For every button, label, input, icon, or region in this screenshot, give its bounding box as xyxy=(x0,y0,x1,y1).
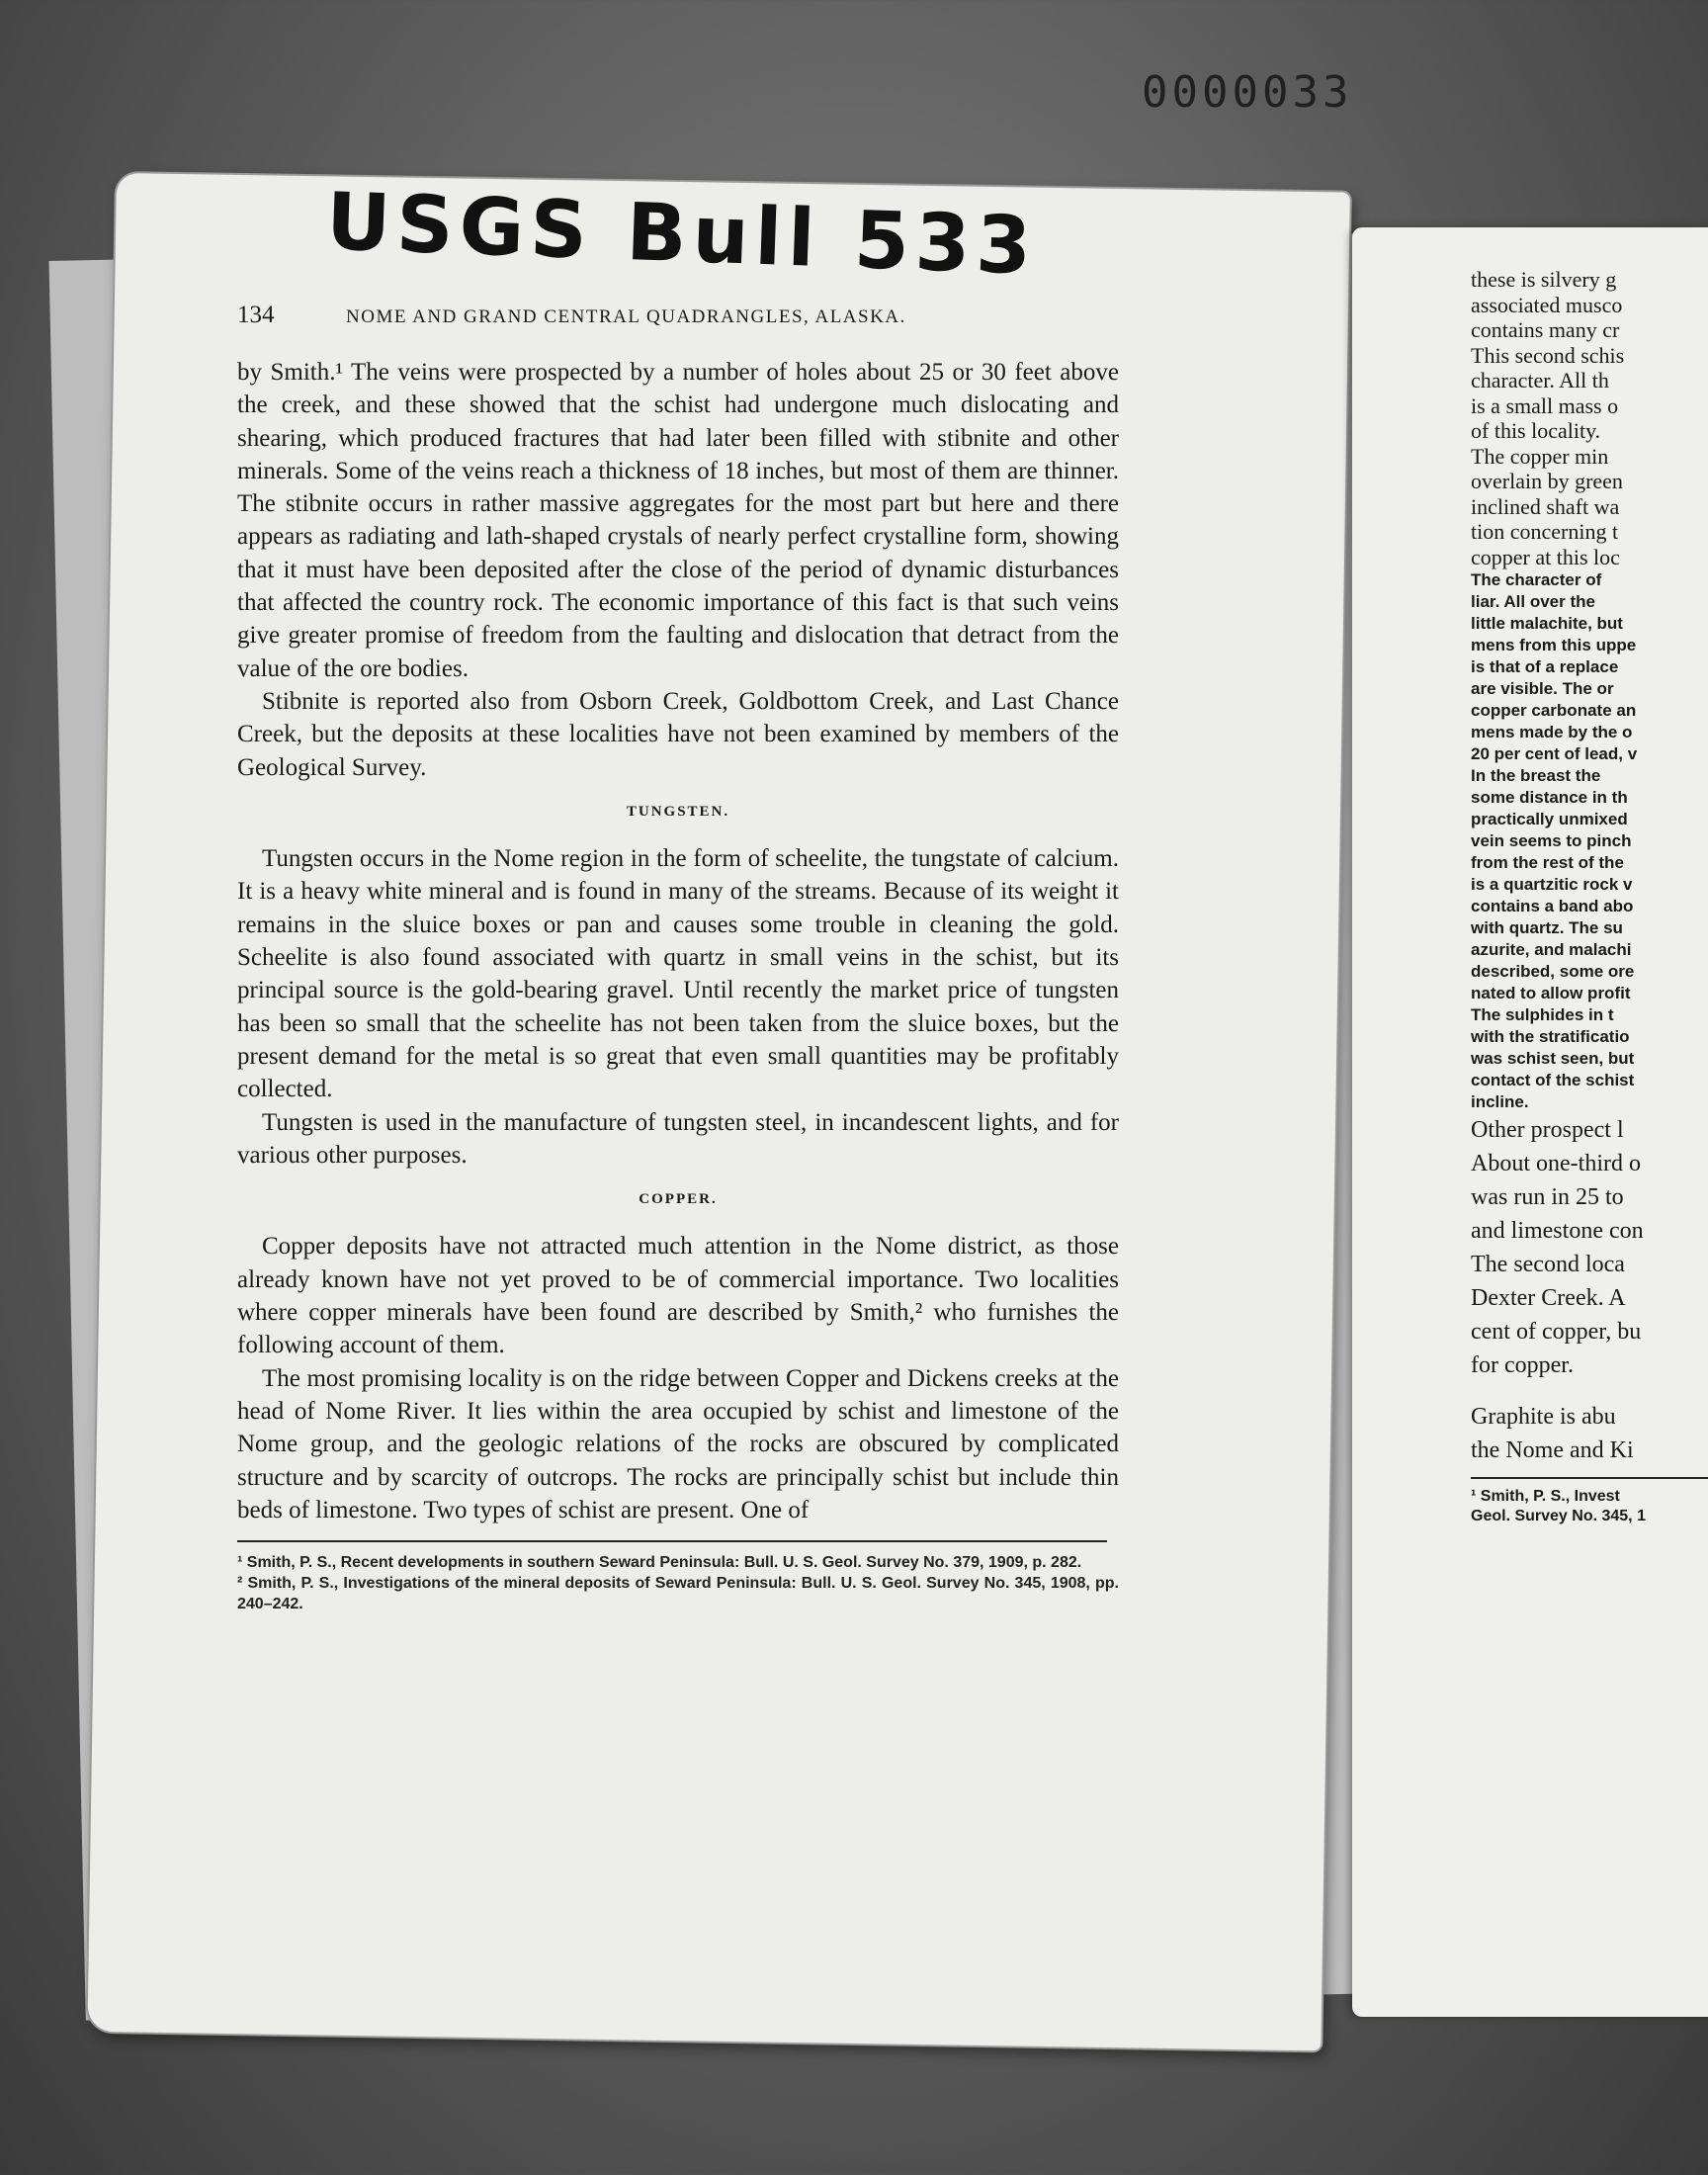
paragraph: Stibnite is reported also from Osborn Creek, Goldbottom Creek, and Last Chance Creek, but the deposits at these localities have not been examined by members of the Geological Survey. xyxy=(237,687,1119,781)
text-line: these is silvery g xyxy=(1471,267,1617,292)
text-line: with the stratificatio xyxy=(1471,1027,1630,1046)
text-line: The sulphides in t xyxy=(1471,1005,1614,1024)
paragraph: Tungsten is used in the manufacture of tungsten steel, in incandescent lights, and for various other purposes. xyxy=(237,1108,1119,1169)
paragraph: by Smith.¹ The veins were prospected by a number of holes about 25 or 30 feet above the creek, and these showed that the schist had undergone much dislocating and shearing, which produced fractures that had later been filled with stibnite and other minerals. Some of the veins reach a thickness of 18 inches, but most of them are thinner. The stibnite occurs in rather massive aggregates for the most part but here and there appears as radiating and lath-shaped crystals of nearly perfect crystalline form, showing that it must have been deposited after the close of the period of dynamic disturbances that affected the country rock. The economic importance of this fact is that such veins give greater promise of freedom from the faulting and dislocation that detract from the value of the ore bodies. xyxy=(237,359,1119,682)
footnote-rule xyxy=(1471,1477,1708,1479)
text-line: incline. xyxy=(1471,1092,1529,1111)
text-line: and limestone con xyxy=(1471,1218,1644,1244)
paragraph: Copper deposits have not attracted much attention in the Nome district, as those already known have not yet proved to be of commercial importance. Two localities where copper minerals have been found are described by Smith,² who furnishes the following account of them. xyxy=(237,1233,1119,1359)
right-block-2 xyxy=(1471,569,1708,1113)
text-line: are visible. The or xyxy=(1471,679,1614,698)
text-line: The copper min xyxy=(1471,443,1609,469)
text-line: mens from this uppe xyxy=(1471,636,1637,654)
text-line: is a small mass o xyxy=(1471,392,1619,418)
text-line: inclined shaft wa xyxy=(1471,493,1620,519)
section-heading-copper: COPPER. xyxy=(639,1191,718,1208)
right-block-4 xyxy=(1471,1400,1708,1467)
text-line: nated to allow profit xyxy=(1471,984,1631,1002)
text-line: the Nome and Ki xyxy=(1471,1437,1634,1463)
text-line: cent of copper, bu xyxy=(1471,1319,1642,1345)
section-heading-tungsten: TUNGSTEN. xyxy=(626,803,730,820)
right-block-3 xyxy=(1471,1113,1708,1382)
text-line: character. All th xyxy=(1471,368,1609,392)
running-head: NOME AND GRAND CENTRAL QUADRANGLES, ALASKA. xyxy=(346,306,906,327)
text-line: Other prospect l xyxy=(1471,1117,1624,1143)
paragraph: The most promising locality is on the ridge between Copper and Dickens creeks at the head of Nome River. It lies within the area occupied by schist and limestone of the Nome group, and the geologic relations of the rocks are obscured by complicated structure and by scarcity of outcrops. The rocks are principally schist but include thin beds of limestone. Two types of schist are present. One of xyxy=(237,1364,1119,1523)
page-header xyxy=(237,302,1127,329)
text-line: was run in 25 to xyxy=(1471,1184,1624,1210)
text-line: is that of a replace xyxy=(1471,657,1619,676)
text-line: with quartz. The su xyxy=(1471,918,1623,937)
text-line: for copper. xyxy=(1471,1352,1574,1378)
footnote: ¹ Smith, P. S., Recent developments in southern Seward Peninsula: Bull. U. S. Geol. Survey No. 379, 1909, p. 282. xyxy=(237,1554,1082,1572)
text-line: contact of the schist xyxy=(1471,1071,1635,1089)
text-line: tion concerning t xyxy=(1471,519,1619,544)
text-line: of this locality. xyxy=(1471,418,1601,443)
text-line: Graphite is abu xyxy=(1471,1404,1616,1430)
document-stamp-number: 0000033 xyxy=(1142,67,1353,118)
text-line: The character of xyxy=(1471,570,1602,589)
text-line: The second loca xyxy=(1471,1252,1625,1277)
text-line: 20 per cent of lead, v xyxy=(1471,744,1638,763)
text-line: overlain by green xyxy=(1471,469,1623,493)
text-line: vein seems to pinch xyxy=(1471,831,1632,850)
text-line: contains a band abo xyxy=(1471,897,1634,915)
text-line: described, some ore xyxy=(1471,962,1635,981)
text-line: some distance in th xyxy=(1471,788,1628,807)
text-line: This second schis xyxy=(1471,342,1625,368)
paragraph: Tungsten occurs in the Nome region in the form of scheelite, the tungstate of calcium. It is a heavy white mineral and is found in many of the streams. Because of its weight it remains in the sluice boxes or pan and causes some trouble in cleaning the gold. Scheelite is also found associated with quartz in small veins in the schist, but its principal source is the gold-bearing gravel. Until recently the market price of tungsten has been so small that the scheelite has not been taken from the sluice boxes, but the present demand for the metal is so great that even small quantities may be profitably collected. xyxy=(237,845,1119,1103)
text-line: was schist seen, but xyxy=(1471,1049,1635,1068)
text-line: practically unmixed xyxy=(1471,810,1628,828)
text-line: associated musco xyxy=(1471,292,1623,317)
text-line: azurite, and malachi xyxy=(1471,940,1632,959)
left-page-text xyxy=(237,356,1119,1614)
text-line: is a quartzitic rock v xyxy=(1471,875,1633,894)
text-line: Dexter Creek. A xyxy=(1471,1285,1626,1311)
text-line: Geol. Survey No. 345, 1 xyxy=(1471,1508,1646,1524)
text-line: In the breast the xyxy=(1471,766,1601,785)
text-line: contains many cr xyxy=(1471,317,1620,342)
right-page xyxy=(1352,227,1708,2017)
text-line: copper carbonate an xyxy=(1471,701,1637,720)
right-page-text xyxy=(1471,267,1708,1526)
right-block-1 xyxy=(1471,267,1708,569)
text-line: from the rest of the xyxy=(1471,853,1624,872)
text-line: About one-third o xyxy=(1471,1151,1641,1176)
footnote-rule xyxy=(237,1540,1107,1542)
page-number: 134 xyxy=(237,302,275,328)
text-line: liar. All over the xyxy=(1471,592,1595,611)
text-line: little malachite, but xyxy=(1471,614,1623,633)
right-footnote xyxy=(1471,1487,1708,1526)
text-line: ¹ Smith, P. S., Invest xyxy=(1471,1488,1620,1505)
handwritten-note: USGS Bull 533 xyxy=(324,175,1039,293)
text-line: mens made by the o xyxy=(1471,723,1633,741)
footnote: ² Smith, P. S., Investigations of the mineral deposits of Seward Peninsula: Bull. U. S. Geol. Survey No. 345, 1908, pp. 240–242. xyxy=(237,1575,1119,1613)
text-line: copper at this loc xyxy=(1471,544,1620,569)
